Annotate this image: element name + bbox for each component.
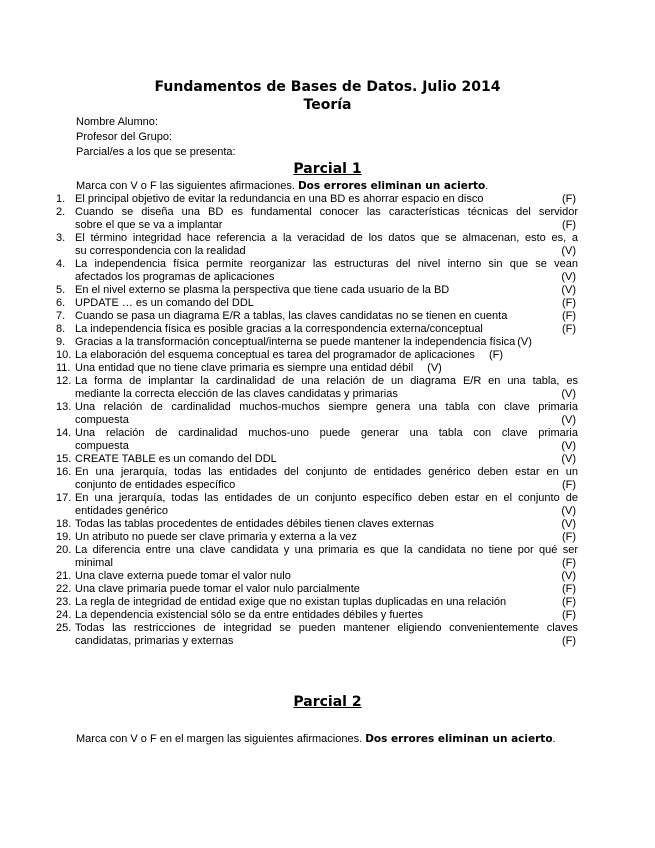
question-text: Cuando se pasa un diagrama E/R a tablas, las claves candidatas no se tienen en cuenta — [75, 310, 508, 322]
question-item — [56, 596, 578, 609]
question-body — [75, 193, 578, 206]
question-number: 12. — [56, 375, 72, 387]
answer-mark: (F) — [561, 635, 576, 647]
parcial-2-instruction — [76, 733, 556, 745]
question-item — [56, 362, 578, 375]
question-text: Una clave externa puede tomar el valor nulo — [75, 570, 291, 582]
exams-taken-field: Parcial/es a los que se presenta: — [76, 146, 236, 158]
instruction-end: . — [552, 733, 556, 745]
question-text: minimal — [75, 557, 113, 569]
answer-mark: (V) — [561, 284, 576, 296]
question-text: Cuando se diseña una BD es fundamental conocer las características técnicas del servidor — [75, 206, 578, 218]
question-item — [56, 466, 578, 492]
question-text: su correspondencia con la realidad — [75, 245, 246, 257]
question-item — [56, 232, 578, 258]
question-body — [75, 362, 578, 375]
question-text: Una relación de cardinalidad muchos-muchos siempre genera una tabla con clave primaria — [75, 401, 578, 413]
question-text: La independencia física permite reorganizar las estructuras del nivel interno sin que se vean — [75, 258, 578, 270]
question-item — [56, 349, 578, 362]
question-number: 4. — [56, 258, 66, 270]
question-text: mediante la correcta elección de las claves candidatas y primarias — [75, 388, 398, 400]
question-body — [75, 492, 578, 518]
question-text: El término integridad hace referencia a la veracidad de los datos que se almacenan, esto es, a — [75, 232, 578, 244]
question-body — [75, 349, 578, 362]
question-body — [75, 336, 578, 349]
question-number: 23. — [56, 596, 72, 608]
question-item — [56, 401, 578, 427]
question-number: 21. — [56, 570, 72, 582]
question-body — [75, 232, 578, 258]
page-title: Fundamentos de Bases de Datos. Julio 2014 — [154, 79, 501, 95]
question-number: 11. — [56, 362, 71, 374]
question-number: 15. — [56, 453, 72, 465]
instruction-bold: Dos errores eliminan un acierto — [365, 733, 553, 745]
page-subtitle: Teoría — [303, 97, 352, 113]
answer-mark: (F) — [561, 583, 576, 595]
answer-mark: (F) — [561, 596, 576, 608]
question-item — [56, 310, 578, 323]
answer-mark: (V) — [561, 453, 576, 465]
question-text: afectados los programas de aplicaciones — [75, 271, 275, 283]
question-number: 9. — [56, 336, 66, 348]
instruction-text: Marca con V o F en el margen las siguientes afirmaciones. — [76, 733, 363, 745]
question-item — [56, 518, 578, 531]
answer-mark: (F) — [561, 310, 576, 322]
question-body — [75, 427, 578, 453]
question-body — [75, 570, 578, 583]
question-text: compuesta — [75, 440, 129, 452]
answer-mark: (V) — [561, 440, 576, 452]
question-item — [56, 193, 578, 206]
question-body — [75, 596, 578, 609]
question-text: CREATE TABLE es un comando del DDL — [75, 453, 277, 465]
answer-mark: (V) — [427, 362, 442, 374]
question-item — [56, 453, 578, 466]
question-text: La dependencia existencial sólo se da entre entidades débiles y fuertes — [75, 609, 423, 621]
answer-mark: (F) — [561, 323, 576, 335]
question-item — [56, 570, 578, 583]
answer-mark: (V) — [561, 245, 576, 257]
question-body — [75, 583, 578, 596]
answer-mark: (F) — [488, 349, 503, 361]
group-teacher-field: Profesor del Grupo: — [76, 131, 172, 143]
answer-mark: (V) — [517, 336, 532, 348]
question-number: 13. — [56, 401, 72, 413]
question-number: 1. — [56, 193, 66, 205]
question-body — [75, 544, 578, 570]
question-text: La independencia física es posible gracias a la correspondencia externa/conceptual — [75, 323, 483, 335]
question-text: candidatas, primarias y externas — [75, 635, 234, 647]
parcial-1-heading: Parcial 1 — [293, 161, 362, 177]
question-item — [56, 206, 578, 232]
question-item — [56, 375, 578, 401]
question-text: sobre el que se va a implantar — [75, 219, 223, 231]
parcial-2-heading: Parcial 2 — [293, 694, 362, 710]
question-text: Gracias a la transformación conceptual/interna se puede mantener la independencia física — [75, 336, 516, 348]
question-item — [56, 323, 578, 336]
answer-mark: (F) — [561, 193, 576, 205]
question-item — [56, 258, 578, 284]
question-text: Una clave primaria puede tomar el valor nulo parcialmente — [75, 583, 360, 595]
question-text: compuesta — [75, 414, 129, 426]
question-number: 2. — [56, 206, 66, 218]
question-text: Una relación de cardinalidad muchos-uno puede generar una tabla con clave primaria — [75, 427, 578, 439]
question-text: entidades genérico — [75, 505, 168, 517]
question-text: conjunto de entidades específico — [75, 479, 236, 491]
question-number: 19. — [56, 531, 72, 543]
question-text: La elaboración del esquema conceptual es tarea del programador de aplicaciones — [75, 349, 475, 361]
answer-mark: (F) — [561, 479, 576, 491]
question-body — [75, 401, 578, 427]
question-text: En una jerarquía, todas las entidades del conjunto de entidades genérico deben estar en un — [75, 466, 578, 478]
answer-mark: (V) — [561, 505, 576, 517]
question-item — [56, 583, 578, 596]
question-number: 6. — [56, 297, 66, 309]
question-number: 20. — [56, 544, 72, 556]
question-item — [56, 284, 578, 297]
question-body — [75, 609, 578, 622]
answer-mark: (F) — [561, 297, 576, 309]
question-text: Un atributo no puede ser clave primaria y externa a la vez — [75, 531, 357, 543]
question-body — [75, 453, 578, 466]
question-text: El principal objetivo de evitar la redundancia en una BD es ahorrar espacio en disco — [75, 193, 484, 205]
question-number: 3. — [56, 232, 66, 244]
question-number: 17. — [56, 492, 72, 504]
question-text: Todas las restricciones de integridad se pueden mantener eligiendo convenientemente claves — [75, 622, 578, 634]
question-number: 8. — [56, 323, 66, 335]
question-body — [75, 518, 578, 531]
question-item — [56, 297, 578, 310]
question-text: Todas las tablas procedentes de entidades débiles tienen claves externas — [75, 518, 434, 530]
question-text: La regla de integridad de entidad exige que no existan tuplas duplicadas en una relación — [75, 596, 507, 608]
answer-mark: (V) — [561, 271, 576, 283]
question-number: 16. — [56, 466, 72, 478]
answer-mark: (F) — [561, 531, 576, 543]
question-body — [75, 622, 578, 648]
question-item — [56, 544, 578, 570]
question-list — [56, 193, 578, 648]
question-body — [75, 284, 578, 297]
instruction-end: . — [485, 180, 489, 192]
question-text: La forma de implantar la cardinalidad de una relación de un diagrama E/R en una tabla, es — [75, 375, 578, 387]
question-number: 22. — [56, 583, 72, 595]
answer-mark: (V) — [561, 570, 576, 582]
question-text: En una jerarquía, todas las entidades de un conjunto específico deben estar en el conjunto de — [75, 492, 578, 504]
student-name-field: Nombre Alumno: — [76, 116, 158, 128]
question-body — [75, 375, 578, 401]
question-number: 24. — [56, 609, 72, 621]
answer-mark: (V) — [561, 414, 576, 426]
answer-mark: (F) — [561, 609, 576, 621]
question-number: 10. — [56, 349, 72, 361]
question-body — [75, 466, 578, 492]
question-number: 18. — [56, 518, 72, 530]
question-number: 5. — [56, 284, 66, 296]
answer-mark: (F) — [561, 219, 576, 231]
question-number: 14. — [56, 427, 72, 439]
answer-mark: (V) — [561, 518, 576, 530]
question-text: UPDATE … es un comando del DDL — [75, 297, 254, 309]
answer-mark: (V) — [561, 388, 576, 400]
question-body — [75, 531, 578, 544]
answer-mark: (F) — [561, 557, 576, 569]
question-item — [56, 492, 578, 518]
question-item — [56, 531, 578, 544]
question-body — [75, 323, 578, 336]
question-number: 25. — [56, 622, 72, 634]
question-item — [56, 609, 578, 622]
question-text: En el nivel externo se plasma la perspectiva que tiene cada usuario de la BD — [75, 284, 450, 296]
question-text: Una entidad que no tiene clave primaria es siempre una entidad débil — [75, 362, 414, 374]
question-item — [56, 336, 578, 349]
instruction-text: Marca con V o F las siguientes afirmaciones. — [76, 180, 295, 192]
question-item — [56, 427, 578, 453]
question-item — [56, 622, 578, 648]
parcial-1-instruction — [76, 180, 488, 192]
question-body — [75, 258, 578, 284]
instruction-bold: Dos errores eliminan un acierto — [297, 180, 486, 192]
question-body — [75, 206, 578, 232]
question-number: 7. — [56, 310, 66, 322]
question-body — [75, 297, 578, 310]
question-text: La diferencia entre una clave candidata y una primaria es que la candidata no tiene por qué ser — [75, 544, 578, 556]
question-body — [75, 310, 578, 323]
